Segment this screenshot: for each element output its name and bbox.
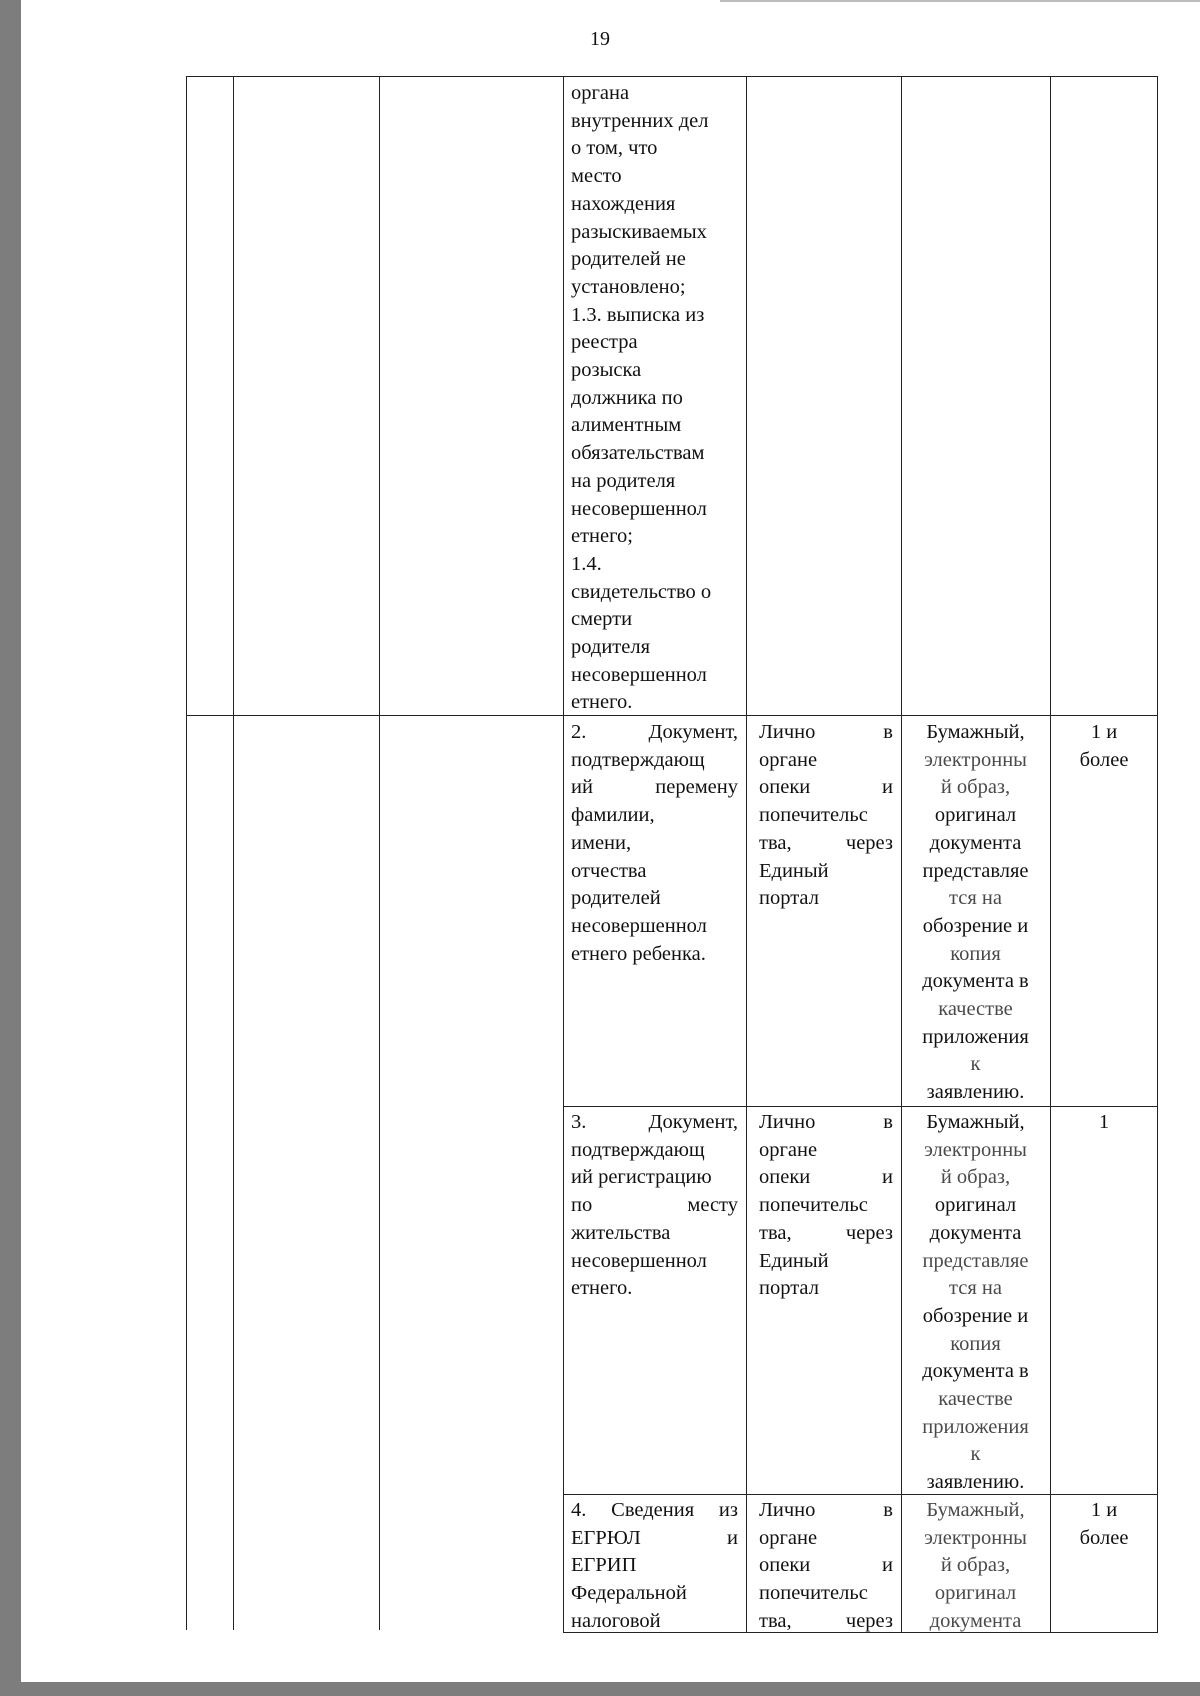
method-cell-row-4 bbox=[759, 1497, 893, 1636]
text-line: несовершеннол bbox=[571, 1249, 707, 1272]
text-line: портал bbox=[759, 887, 819, 910]
table-border-top bbox=[186, 76, 1158, 77]
text-line: Лично в bbox=[759, 721, 893, 743]
text-line: органе bbox=[759, 1526, 818, 1549]
text-line: 1 и bbox=[1090, 1499, 1118, 1521]
text-line: Единый bbox=[759, 859, 829, 882]
text-line: й образ, bbox=[940, 776, 1011, 799]
text-line: етнего; bbox=[571, 525, 633, 548]
text-line: свидетельство о bbox=[571, 580, 712, 603]
text-line: документа bbox=[929, 1609, 1022, 1632]
text-line: розыска bbox=[571, 359, 642, 382]
text-line: место bbox=[571, 165, 622, 188]
text-line: ЕГРЮЛ и bbox=[571, 1526, 738, 1549]
text-line: о том, что bbox=[571, 137, 658, 160]
text-line: опеки и bbox=[759, 1166, 893, 1189]
form-cell-row-3 bbox=[905, 1109, 1046, 1497]
text-line: заявлению. bbox=[926, 1471, 1025, 1494]
text-line: Бумажный, bbox=[926, 721, 1025, 743]
scan-top-edge bbox=[720, 0, 1200, 2]
text-line: должника по bbox=[571, 386, 683, 409]
text-line: разыскиваемых bbox=[571, 220, 707, 243]
text-line: более bbox=[1079, 1526, 1129, 1549]
text-line: по месту bbox=[571, 1194, 738, 1217]
text-line: качестве bbox=[938, 1388, 1013, 1411]
text-line: к bbox=[970, 1443, 981, 1466]
table-row-divider bbox=[563, 1494, 1158, 1495]
text-line: на родителя bbox=[571, 469, 676, 492]
text-line: подтверждающ bbox=[571, 748, 705, 771]
table-column-divider bbox=[746, 76, 747, 1632]
text-line: качестве bbox=[938, 998, 1013, 1021]
text-line: етнего. bbox=[571, 691, 633, 714]
text-line: электронны bbox=[924, 1526, 1027, 1549]
scan-bottom-border bbox=[0, 1682, 1200, 1696]
text-line: етнего. bbox=[571, 1277, 633, 1300]
document-cell-row-2 bbox=[571, 719, 738, 968]
text-line: родителей не bbox=[571, 248, 686, 271]
text-line: внутренних дел bbox=[571, 109, 709, 132]
text-line: электронны bbox=[924, 1138, 1027, 1161]
text-line: тва, через bbox=[759, 1221, 893, 1244]
count-cell-row-3 bbox=[1054, 1109, 1154, 1137]
text-line: жительства bbox=[571, 1221, 671, 1244]
text-line: й образ, bbox=[940, 1166, 1011, 1189]
text-line: налоговой bbox=[571, 1609, 661, 1632]
table-row-divider bbox=[563, 1106, 1158, 1107]
text-line: оригинал bbox=[934, 1194, 1017, 1217]
text-line: обязательствам bbox=[571, 442, 705, 465]
text-line: несовершеннол bbox=[571, 914, 707, 937]
form-cell-row-4 bbox=[905, 1497, 1046, 1636]
text-line: Бумажный, bbox=[926, 1499, 1025, 1521]
text-line: родителя bbox=[571, 636, 651, 659]
table-border-right bbox=[1157, 76, 1158, 1632]
table-column-divider bbox=[1050, 76, 1051, 1632]
text-line: 1.3. выписка из bbox=[571, 303, 705, 326]
text-line: документа в bbox=[922, 1360, 1029, 1383]
text-line: несовершеннол bbox=[571, 663, 707, 686]
text-line: оригинал bbox=[934, 1582, 1017, 1605]
text-line: органе bbox=[759, 1138, 818, 1161]
text-line: установлено; bbox=[571, 275, 686, 298]
text-line: 1.4. bbox=[571, 552, 602, 575]
table-column-divider bbox=[563, 76, 564, 1632]
text-line: имени, bbox=[571, 831, 632, 854]
table-column-divider bbox=[233, 76, 234, 1630]
text-line: Единый bbox=[759, 1249, 829, 1272]
text-line: подтверждающ bbox=[571, 1138, 705, 1161]
document-cell-row-4 bbox=[571, 1497, 738, 1636]
text-line: ЕГРИП bbox=[571, 1554, 637, 1577]
method-cell-row-2 bbox=[759, 719, 893, 913]
text-line: более bbox=[1079, 748, 1129, 771]
text-line: приложения bbox=[922, 1025, 1029, 1048]
text-line: Лично в bbox=[759, 1111, 893, 1133]
text-line: опеки и bbox=[759, 776, 893, 799]
text-line: 3. Документ, bbox=[571, 1111, 738, 1133]
text-line: попечительс bbox=[759, 1194, 868, 1217]
text-line: оригинал bbox=[934, 804, 1017, 827]
text-line: представляе bbox=[922, 1249, 1029, 1272]
text-line: 2. Документ, bbox=[571, 721, 738, 743]
text-line: Федеральной bbox=[571, 1582, 687, 1605]
text-line: Лично в bbox=[759, 1499, 893, 1521]
text-line: нахождения bbox=[571, 192, 676, 215]
text-line: алиментным bbox=[571, 414, 682, 437]
text-line: етнего ребенка. bbox=[571, 942, 706, 965]
text-line: несовершеннол bbox=[571, 497, 707, 520]
text-line: портал bbox=[759, 1277, 819, 1300]
text-line: ий перемену bbox=[571, 776, 738, 799]
text-line: 4. Сведения из bbox=[571, 1499, 738, 1521]
text-line: тва, через bbox=[759, 1609, 893, 1632]
document-cell-row-3 bbox=[571, 1109, 738, 1303]
text-line: Бумажный, bbox=[926, 1111, 1025, 1133]
text-line: органе bbox=[759, 748, 818, 771]
text-line: тва, через bbox=[759, 831, 893, 854]
text-line: приложения bbox=[922, 1415, 1029, 1438]
text-line: попечительс bbox=[759, 1582, 868, 1605]
count-cell-row-2 bbox=[1054, 719, 1154, 774]
text-line: к bbox=[970, 1053, 981, 1076]
text-line: электронны bbox=[924, 748, 1027, 771]
text-line: тся на bbox=[949, 1277, 1002, 1300]
text-line: ий регистрацию bbox=[571, 1166, 712, 1189]
page-number: 19 bbox=[590, 28, 610, 50]
text-line: документа в bbox=[922, 970, 1029, 993]
text-line: обозрение и bbox=[922, 914, 1029, 937]
text-line: заявлению. bbox=[926, 1081, 1025, 1104]
form-cell-row-2 bbox=[905, 719, 1046, 1107]
text-line: обозрение и bbox=[922, 1304, 1029, 1327]
text-line: копия bbox=[950, 942, 1001, 965]
scan-left-border bbox=[0, 0, 21, 1696]
text-line: отчества bbox=[571, 859, 647, 882]
table-border-left bbox=[186, 76, 187, 1630]
text-line: тся на bbox=[949, 887, 1002, 910]
text-line: й образ, bbox=[940, 1554, 1011, 1577]
table-column-divider bbox=[379, 76, 380, 1630]
text-line: смерти bbox=[571, 608, 633, 631]
text-line: органа bbox=[571, 82, 630, 104]
text-line: документа bbox=[929, 831, 1022, 854]
text-line: 1 и bbox=[1090, 721, 1118, 743]
text-line: 1 bbox=[1098, 1111, 1110, 1133]
text-line: родителей bbox=[571, 887, 661, 910]
text-line: представляе bbox=[922, 859, 1029, 882]
text-line: фамилии, bbox=[571, 804, 655, 827]
count-cell-row-4 bbox=[1054, 1497, 1154, 1552]
text-line: копия bbox=[950, 1332, 1001, 1355]
method-cell-row-3 bbox=[759, 1109, 893, 1303]
text-line: опеки и bbox=[759, 1554, 893, 1577]
documents-cell-continuation bbox=[571, 80, 738, 717]
text-line: попечительс bbox=[759, 804, 868, 827]
table-column-divider bbox=[901, 76, 902, 1632]
text-line: реестра bbox=[571, 331, 638, 354]
text-line: документа bbox=[929, 1221, 1022, 1244]
